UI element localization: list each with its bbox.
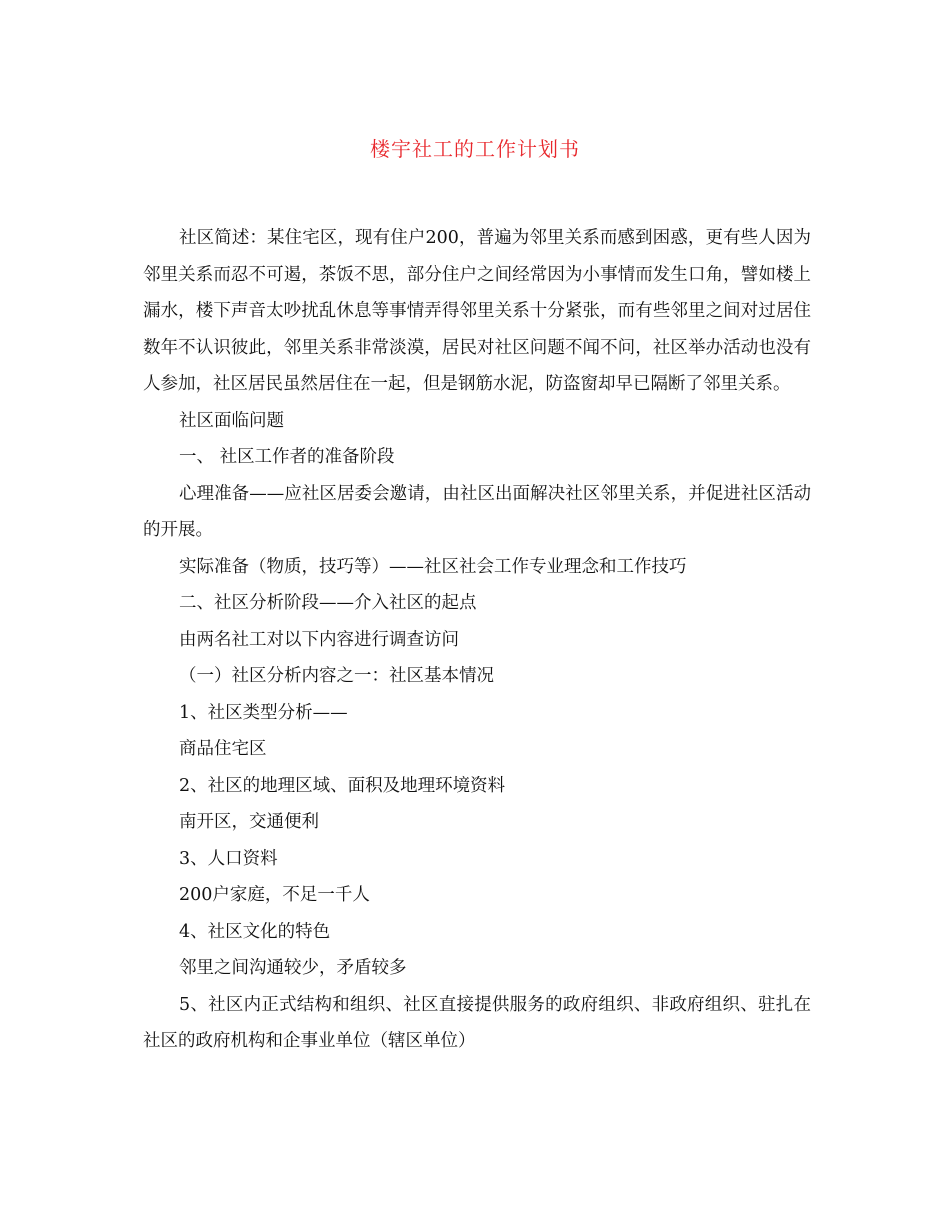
paragraph-community-overview: 社区简述：某住宅区，现有住户200，普遍为邻里关系而感到困惑，更有些人因为邻里关系而忍不可遏，茶饭不思，部分住户之间经常因为小事情而发生口角，譬如楼上漏水，楼下声音太吵扰乱休息等事情弄得邻里关系十分紧张，而有些邻里之间对过居住数年不认识彼此，邻里关系非常淡漠，居民对社区问题不闻不问，社区举办活动也没有人参加，社区居民虽然居住在一起，但是钢筋水泥，防盗窗却早已隔断了邻里关系。 (143, 228, 811, 394)
item-geography-value: 南开区，交通便利 (179, 812, 319, 832)
item-population-value: 200户家庭，不足一千人 (179, 885, 370, 905)
heading-analysis-stage: 二、社区分析阶段——介入社区的起点 (179, 593, 477, 613)
paragraph-mental-preparation: 心理准备——应社区居委会邀请，由社区出面解决社区邻里关系，并促进社区活动的开展。 (143, 483, 811, 540)
paragraph-survey: 由两名社工对以下内容进行调查访问 (179, 629, 459, 650)
document-body (143, 220, 811, 1060)
item-community-type: 1、社区类型分析—— (179, 702, 348, 723)
paragraph-community-issues: 社区面临问题 (179, 410, 284, 431)
item-geography: 2、社区的地理区域、面积及地理环境资料 (179, 775, 506, 796)
paragraph-practical-preparation: 实际准备（物质，技巧等）——社区社会工作专业理念和工作技巧 (179, 556, 687, 577)
heading-basic-info: （一）社区分析内容之一：社区基本情况 (179, 666, 494, 686)
item-culture: 4、社区文化的特色 (179, 921, 331, 942)
item-organizations: 5、社区内正式结构和组织、社区直接提供服务的政府组织、非政府组织、驻扎在社区的政府机构和企事业单位（辖区单位） (143, 994, 811, 1051)
item-community-type-value: 商品住宅区 (179, 739, 267, 759)
item-population: 3、人口资料 (179, 848, 278, 869)
heading-preparation-stage: 一、 社区工作者的准备阶段 (179, 447, 395, 467)
document-title: 楼宇社工的工作计划书 (370, 137, 580, 161)
item-culture-value: 邻里之间沟通较少，矛盾较多 (179, 958, 407, 978)
